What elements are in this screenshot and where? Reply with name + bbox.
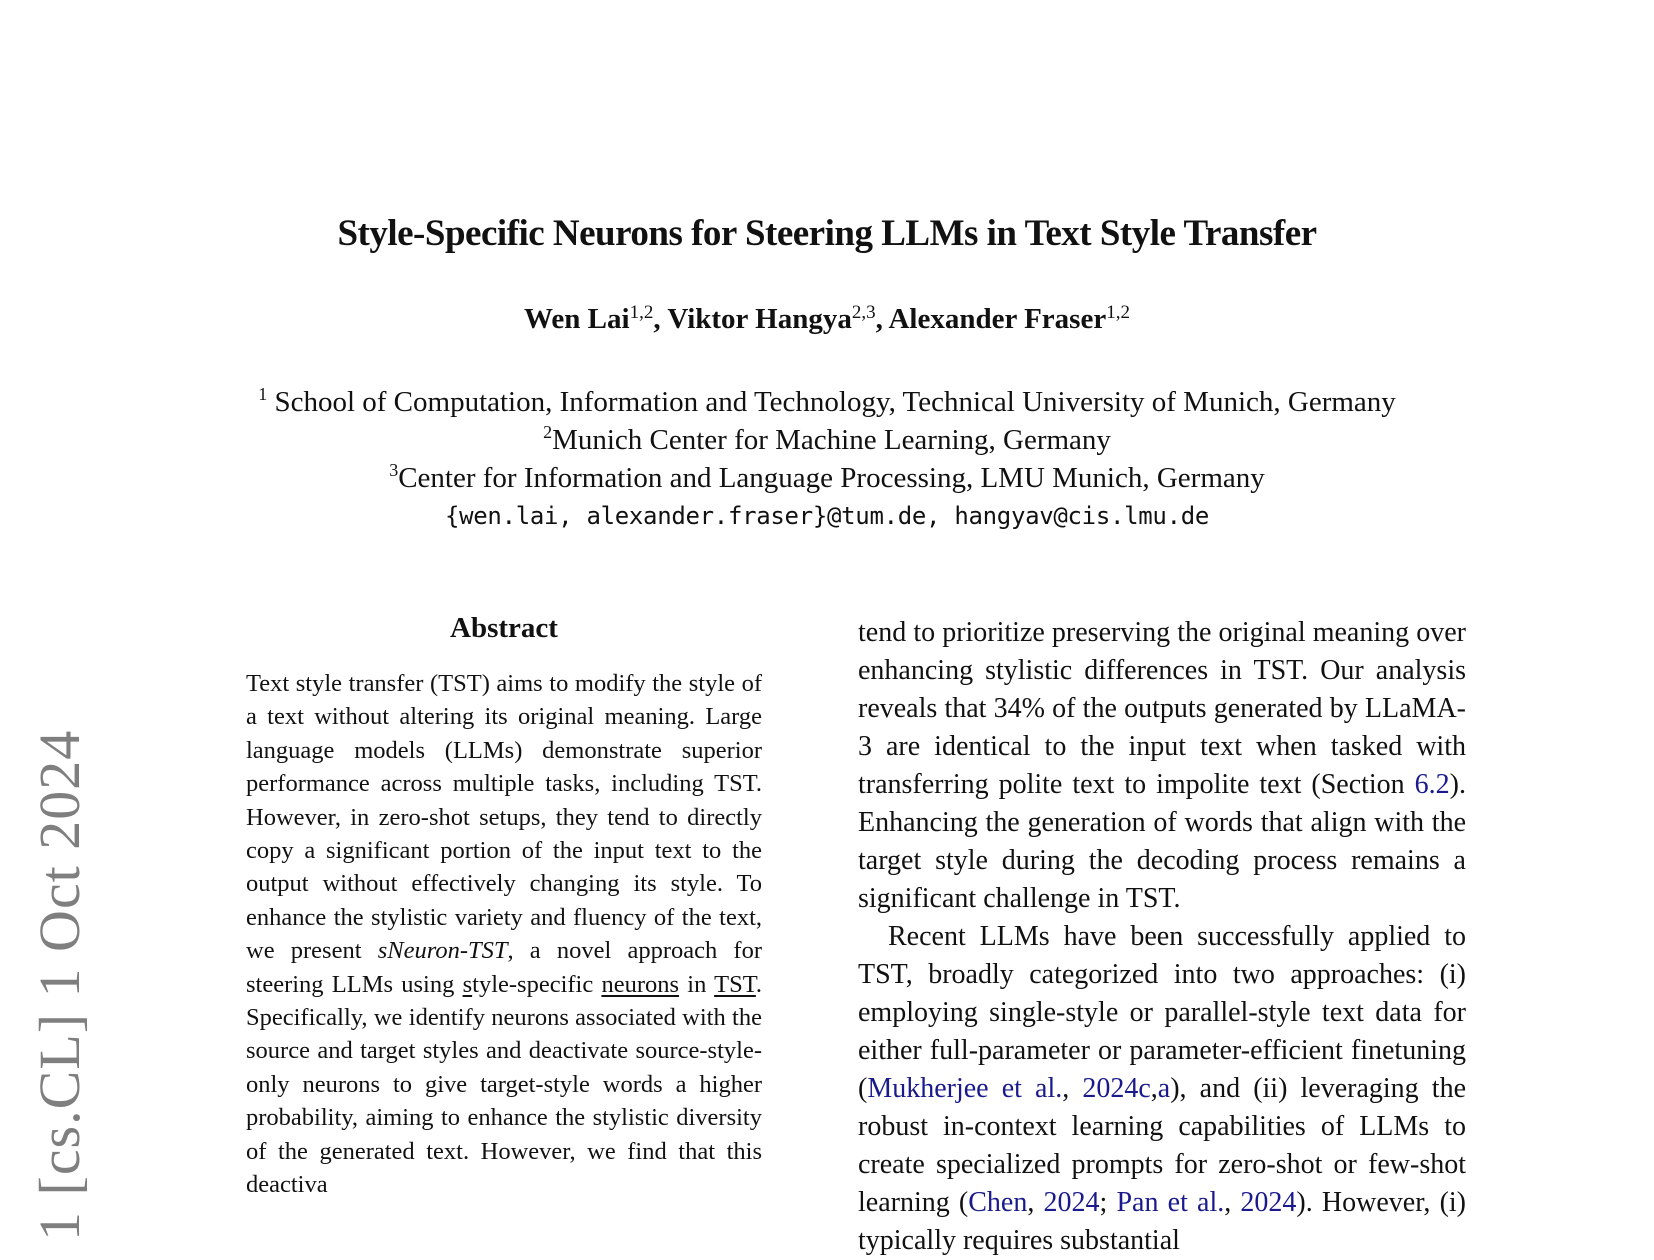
citation-link[interactable]: 2024 [1240, 1187, 1297, 1218]
citation-separator: , [1027, 1187, 1044, 1218]
author-name: Wen Lai [524, 303, 630, 335]
author-list [0, 303, 1654, 336]
citation-link[interactable]: 2024 [1043, 1187, 1100, 1218]
citation-link[interactable]: Pan et al. [1116, 1187, 1225, 1218]
abstract-heading: Abstract [450, 612, 558, 644]
body-text: ). However, (i) typically requires substantial [858, 1187, 1466, 1256]
citation-link[interactable]: 2024c [1082, 1073, 1151, 1104]
paper-title: Style-Specific Neurons for Steering LLMs in Text Style Transfer [337, 213, 1317, 254]
author-affiliation-marker: 1,2 [1106, 302, 1130, 323]
citation-separator: , [1062, 1073, 1083, 1104]
body-text: tend to prioritize preserving the original meaning over enhancing stylistic differences in TST. Our analysis reveals that 34% of the outputs generated by LLaMA-3 are identical to the input text when tasked with transferring polite text to impolite text (Section [858, 617, 1466, 800]
author-name: Viktor Hangya [667, 303, 852, 335]
body-text: Recent LLMs have been successfully applied to TST, broadly categorized into two approaches: (i) employing single-style or parallel-style text data for either full-parameter or parameter-efficient finetuning ( [858, 921, 1466, 1104]
right-column [858, 614, 1466, 1260]
citation-separator: ; [1099, 1187, 1117, 1218]
affiliation-number: 1 [258, 384, 268, 404]
abstract-text: Text style transfer (TST) aims to modify the style of a text without altering its original meaning. Large language models (LLMs) demonstrate superior performance across multiple tasks, including TST. However, in zero-shot setups, they tend to directly copy a significant portion of the input text to the output without effectively changing its style. To enhance the stylistic variety and fluency of the text, we present [246, 670, 762, 965]
abstract-text: . Specifically, we identify neurons associated with the source and target styles and deactivate source-style-only neurons to give target-style words a higher probability, aiming to enhance the stylistic diversity of the generated text. However, we find that this deactiva [246, 970, 762, 1199]
acronym-underline: TST [714, 970, 756, 998]
abstract-text: tyle-specific [472, 970, 602, 998]
body-text: ). Enhancing the generation of words that align with the target style during the decoding process remains a significant challenge in TST. [858, 769, 1466, 914]
author-separator: , [653, 303, 668, 335]
author-emails: {wen.lai, alexander.fraser}@tum.de, hangyav@cis.lmu.de [444, 502, 1210, 530]
abstract-text: , a novel approach for steering LLMs using [246, 937, 762, 998]
author-separator: , [875, 303, 889, 335]
affiliation-number: 3 [389, 460, 399, 480]
author-affiliation-marker: 1,2 [629, 302, 654, 323]
affiliation-text: School of Computation, Information and Technology, Technical University of Munich, Germany [267, 386, 1396, 418]
body-text: ), and (ii) leveraging the robust in-context learning capabilities of LLMs to create specialized prompts for zero-shot or few-shot learning ( [858, 1073, 1466, 1218]
citation-separator: , [1224, 1187, 1241, 1218]
method-name: sNeuron-TST [377, 937, 508, 965]
affiliation-block [0, 383, 1654, 535]
abstract-text: in [679, 970, 715, 998]
author-affiliation-marker: 2,3 [851, 302, 876, 323]
affiliation-text: Center for Information and Language Processing, LMU Munich, Germany [398, 462, 1265, 494]
body-paragraph [858, 614, 1466, 918]
citation-link[interactable]: Chen [968, 1187, 1028, 1218]
acronym-underline: s [462, 970, 473, 998]
author-name: Alexander Fraser [888, 303, 1107, 335]
section-reference-link[interactable]: 6.2 [1414, 769, 1450, 800]
affiliation-number: 2 [543, 422, 553, 442]
body-paragraph [858, 918, 1466, 1260]
citation-separator: , [1150, 1073, 1158, 1104]
affiliation-text: Munich Center for Machine Learning, Germany [552, 424, 1111, 456]
abstract-body [246, 667, 762, 1202]
citation-link[interactable]: Mukherjee et al. [867, 1073, 1063, 1104]
affiliation-line [0, 383, 1654, 421]
acronym-underline: neurons [601, 970, 680, 998]
citation-link[interactable]: a [1157, 1073, 1171, 1104]
affiliation-line [0, 459, 1654, 497]
left-column [246, 612, 762, 1202]
affiliation-line [0, 421, 1654, 459]
arxiv-identifier-stamp: 1 [cs.CL] 1 Oct 2024 [27, 729, 92, 1241]
